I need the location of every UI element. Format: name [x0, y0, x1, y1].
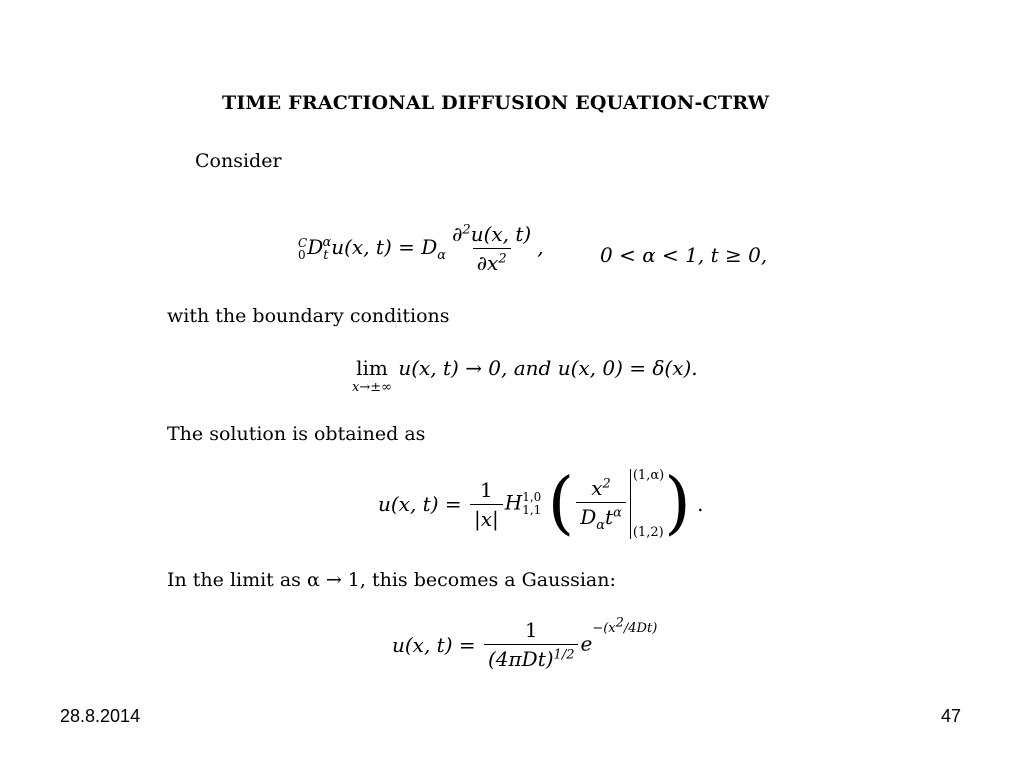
boundary-expression: u(x, t) → 0, and u(x, 0) = δ(x).: [398, 356, 698, 380]
equation-condition: 0 < α < 1, t ≥ 0,: [600, 243, 768, 267]
boundary-text: with the boundary conditions: [167, 305, 450, 327]
limit-text: In the limit as α → 1, this becomes a Gaussian:: [167, 569, 616, 591]
eq1-lhs: u(x, t) = D: [331, 235, 438, 259]
equation-fox-h: u(x, t) = $\frac{1}{|x|}$ H 1,0 1,1 ( $\frac{x^2}{D_\alpha t^\alpha}$ (1,α) (1,2) ) .: [378, 464, 704, 543]
footer-date: 28.8.2014: [60, 706, 141, 726]
solution-text: The solution is obtained as: [167, 423, 426, 445]
equation-gaussian: u(x, t) = $\frac{1}{(4\pi Dt)^{1/2}}$ $e^{-(x^2/4Dt)}$: [392, 616, 658, 672]
lim-label: lim: [356, 356, 388, 380]
eq3-bottom: (1,2): [632, 525, 664, 540]
consider-text: Consider: [195, 150, 282, 172]
eq4-lhs: u(x, t) =: [392, 632, 476, 657]
equation-boundary: [352, 356, 698, 395]
lim-sub: x→±∞: [352, 380, 392, 395]
slide-title: TIME FRACTIONAL DIFFUSION EQUATION-CTRW: [222, 92, 770, 114]
eq3-lhs: u(x, t) =: [378, 492, 462, 516]
equation-fractional-diffusion: C 0 $D_t^\alpha u(x$, $t) = D_\alpha$ $\frac{\partial^2u(x, t)}{\partial x^2}$ ,: [298, 222, 544, 275]
page-number: 47: [941, 706, 962, 726]
eq3-top: (1,α): [632, 468, 665, 483]
